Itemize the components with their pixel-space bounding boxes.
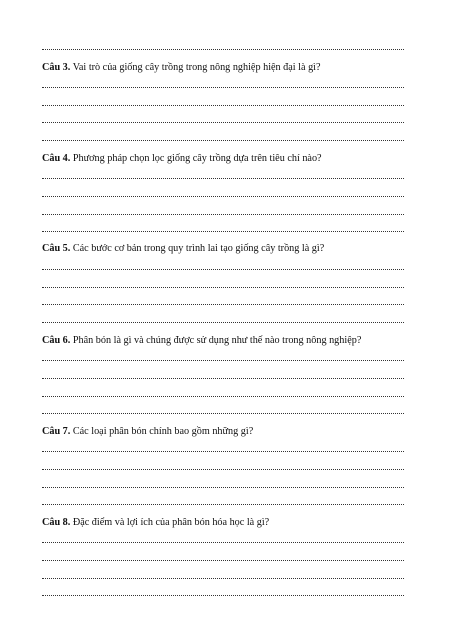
answer-line: [42, 122, 404, 123]
question-text: Các loại phân bón chính bao gồm những gì?: [72, 426, 254, 437]
question-number: Câu 4.: [42, 153, 71, 164]
answer-line: [42, 578, 404, 579]
question-number: Câu 3.: [42, 62, 71, 73]
question-3: [42, 62, 412, 74]
answer-line: [42, 413, 404, 414]
answer-line: [42, 178, 404, 179]
answer-line: [42, 504, 404, 505]
question-7: [42, 426, 412, 438]
question-text: Phương pháp chọn lọc giống cây trồng dựa trên tiêu chí nào?: [72, 153, 322, 164]
answer-line: [42, 360, 404, 361]
answer-line: [42, 214, 404, 215]
question-number: Câu 5.: [42, 243, 71, 254]
answer-line: [42, 231, 404, 232]
question-8: [42, 517, 412, 529]
answer-line: [42, 140, 404, 141]
answer-line: [42, 542, 404, 543]
answer-line: [42, 487, 404, 488]
answer-line: [42, 269, 404, 270]
answer-line: [42, 49, 404, 50]
answer-line: [42, 87, 404, 88]
question-text: Phân bón là gì và chúng được sử dụng như thế nào trong nông nghiệp?: [72, 335, 362, 346]
answer-line: [42, 287, 404, 288]
answer-line: [42, 105, 404, 106]
answer-line: [42, 378, 404, 379]
answer-line: [42, 396, 404, 397]
question-text: Đặc điểm và lợi ích của phân bón hóa học là gì?: [72, 517, 270, 528]
question-text: Vai trò của giống cây trồng trong nông nghiệp hiện đại là gì?: [72, 62, 321, 73]
question-6: [42, 335, 412, 347]
answer-line: [42, 595, 404, 596]
question-text: Các bước cơ bản trong quy trình lai tạo giống cây trồng là gì?: [72, 243, 325, 254]
question-4: [42, 153, 412, 165]
answer-line: [42, 451, 404, 452]
answer-line: [42, 560, 404, 561]
question-5: [42, 243, 412, 255]
question-number: Câu 8.: [42, 517, 71, 528]
answer-line: [42, 196, 404, 197]
question-number: Câu 7.: [42, 426, 71, 437]
answer-line: [42, 469, 404, 470]
answer-line: [42, 304, 404, 305]
answer-line: [42, 322, 404, 323]
question-number: Câu 6.: [42, 335, 71, 346]
